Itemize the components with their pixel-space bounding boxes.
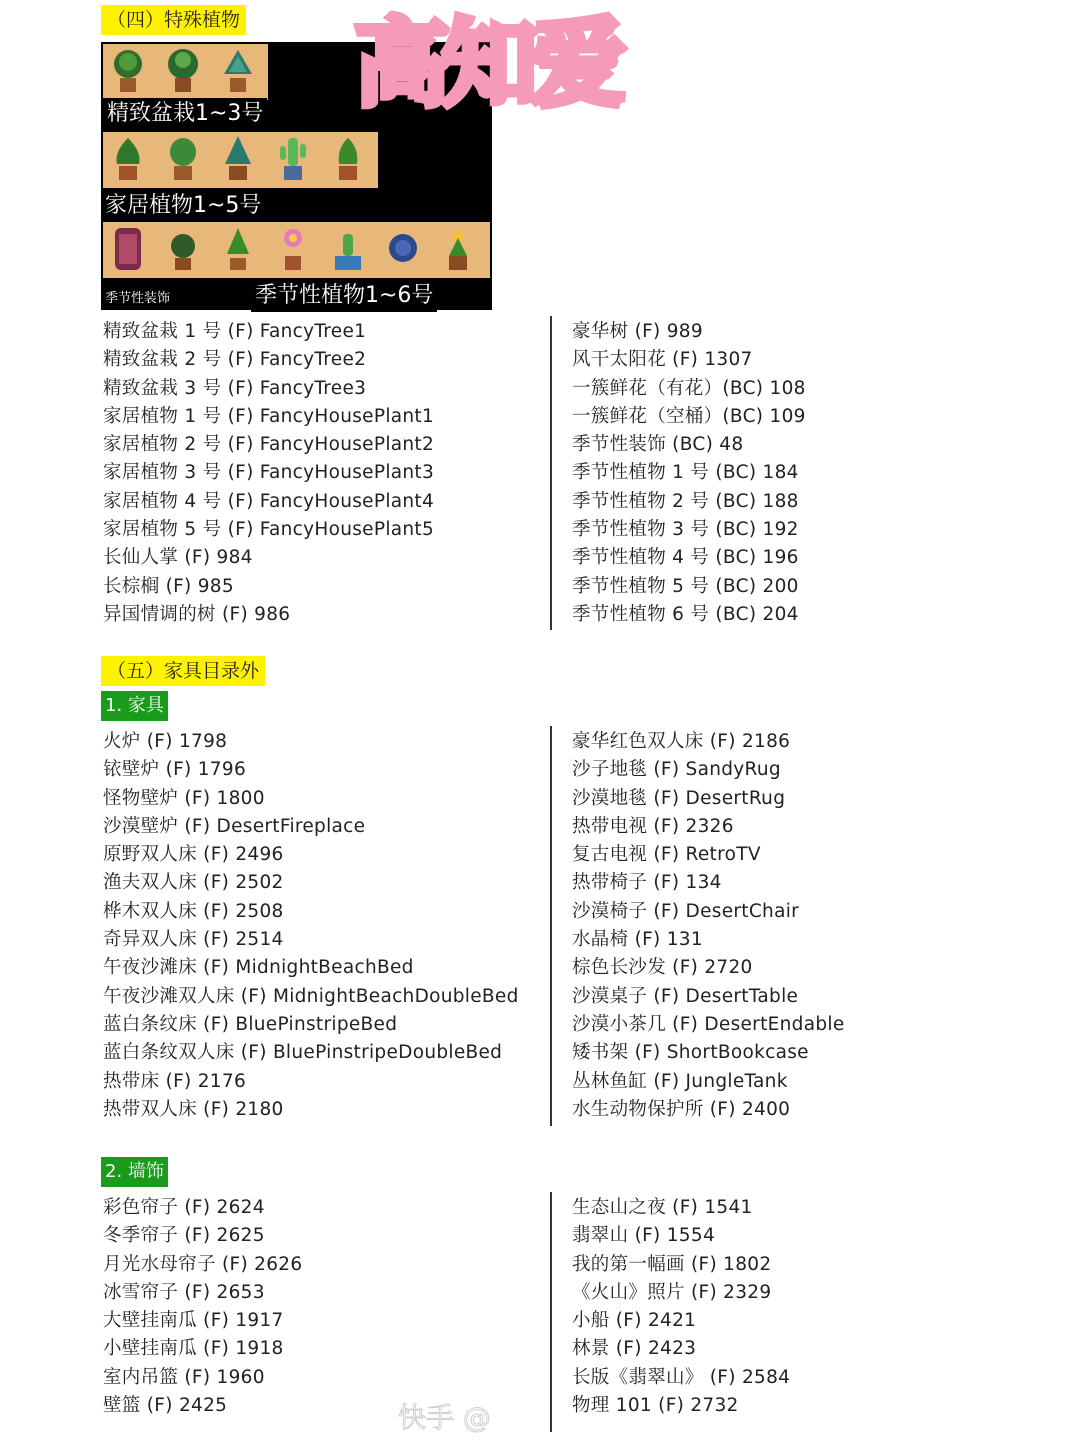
fancy-tree-1-icon — [109, 46, 147, 96]
list-item: 原野双人床 (F) 2496 — [103, 844, 284, 866]
furniture-left-list — [103, 728, 519, 1124]
list-item: 水生动物保护所 (F) 2400 — [572, 1098, 791, 1120]
list-item: 室内吊篮 (F) 1960 — [103, 1366, 265, 1388]
list-item: 季节性植物 2 号 (BC) 188 — [572, 490, 799, 512]
list-item: 热带床 (F) 2176 — [103, 1070, 247, 1092]
list-item: 火炉 (F) 1798 — [103, 731, 228, 752]
list-item: 季节性植物 4 号 (BC) 196 — [572, 547, 799, 569]
list-item: 季节性植物 3 号 (BC) 192 — [572, 519, 799, 541]
list-item: 大壁挂南瓜 (F) 1917 — [103, 1310, 284, 1332]
list-item: 家居植物 4 号 (F) FancyHousePlant4 — [103, 490, 435, 512]
seasonal-plant-1-icon — [164, 224, 202, 274]
list-item: 复古电视 (F) RetroTV — [572, 844, 761, 866]
list-item: 《火山》照片 (F) 2329 — [572, 1281, 772, 1303]
list-item: 一簇鲜花（空桶）(BC) 109 — [572, 405, 806, 427]
house-plant-2-icon — [164, 134, 202, 184]
seasonal-decor-label: 季节性装饰 — [101, 288, 174, 310]
list-item: 蓝白条纹床 (F) BluePinstripeBed — [103, 1013, 398, 1035]
watermark: 快手 @ — [398, 1401, 491, 1434]
furniture-right-list — [572, 728, 845, 1124]
list-item: 沙漠壁炉 (F) DesertFireplace — [103, 815, 366, 837]
list-item: 精致盆栽 1 号 (F) FancyTree1 — [103, 321, 367, 342]
list-item: 矮书架 (F) ShortBookcase — [572, 1042, 809, 1064]
list-item: 生态山之夜 (F) 1541 — [572, 1197, 753, 1218]
list-item: 棕色长沙发 (F) 2720 — [572, 957, 753, 979]
list-item: 长版《翡翠山》 (F) 2584 — [572, 1366, 791, 1388]
house-plant-label: 家居植物1~5号 — [101, 190, 265, 222]
list-item: 奇异双人床 (F) 2514 — [103, 929, 284, 951]
house-plant-4-icon — [274, 134, 312, 184]
list-item: 精致盆栽 3 号 (F) FancyTree3 — [103, 377, 367, 399]
list-item: 热带电视 (F) 2326 — [572, 815, 734, 837]
list-item: 冬季帘子 (F) 2625 — [103, 1225, 265, 1247]
list-item: 冰雪帘子 (F) 2653 — [103, 1281, 265, 1303]
list-item: 一簇鲜花（有花）(BC) 108 — [572, 377, 806, 399]
fancy-tree-2-icon — [164, 46, 202, 96]
house-plant-1-icon — [109, 134, 147, 184]
list-item: 水晶椅 (F) 131 — [572, 929, 703, 951]
list-item: 翡翠山 (F) 1554 — [572, 1225, 716, 1247]
section4-heading: （四）特殊植物 — [101, 5, 246, 35]
list-item: 林景 (F) 2423 — [572, 1338, 697, 1360]
subsection-furniture-heading: 1. 家具 — [101, 691, 168, 721]
list-item: 风干太阳花 (F) 1307 — [572, 349, 753, 371]
seasonal-decor-icon — [109, 224, 147, 274]
list-item: 我的第一幅画 (F) 1802 — [572, 1253, 772, 1275]
list-item: 沙子地毯 (F) SandyRug — [572, 759, 781, 781]
list-item: 热带双人床 (F) 2180 — [103, 1098, 284, 1120]
list-item: 小壁挂南瓜 (F) 1918 — [103, 1338, 284, 1360]
column-divider — [550, 316, 552, 630]
list-item: 桦木双人床 (F) 2508 — [103, 900, 284, 922]
house-plant-3-icon — [219, 134, 257, 184]
list-item: 沙漠椅子 (F) DesertChair — [572, 900, 800, 922]
list-item: 长棕榈 (F) 985 — [103, 575, 234, 597]
list-item: 季节性植物 5 号 (BC) 200 — [572, 575, 799, 597]
list-item: 季节性装饰 (BC) 48 — [572, 434, 744, 456]
fancy-tree-label: 精致盆栽1~3号 — [103, 98, 267, 130]
column-divider — [550, 726, 552, 1126]
subsection-wall-decor-heading: 2. 墙饰 — [101, 1157, 168, 1187]
seasonal-plant-5-icon — [384, 224, 422, 274]
house-plant-5-icon — [329, 134, 367, 184]
list-item: 沙漠桌子 (F) DesertTable — [572, 985, 799, 1007]
column-divider — [550, 1192, 552, 1432]
wall-decor-right-list — [572, 1194, 790, 1420]
list-item: 物理 101 (F) 2732 — [572, 1395, 739, 1417]
seasonal-plant-6-icon — [439, 224, 477, 274]
list-item: 家居植物 2 号 (F) FancyHousePlant2 — [103, 434, 435, 456]
list-item: 季节性植物 6 号 (BC) 204 — [572, 603, 799, 625]
list-item: 精致盆栽 2 号 (F) FancyTree2 — [103, 349, 367, 371]
seasonal-plant-4-icon — [329, 224, 367, 274]
section4-left-list — [103, 318, 434, 629]
section5-heading: （五）家具目录外 — [101, 656, 265, 686]
list-item: 蓝白条纹双人床 (F) BluePinstripeDoubleBed — [103, 1042, 503, 1064]
list-item: 沙漠地毯 (F) DesertRug — [572, 787, 786, 809]
list-item: 渔夫双人床 (F) 2502 — [103, 872, 284, 894]
list-item: 家居植物 3 号 (F) FancyHousePlant3 — [103, 462, 435, 484]
list-item: 豪华红色双人床 (F) 2186 — [572, 731, 791, 752]
list-item: 怪物壁炉 (F) 1800 — [103, 787, 265, 809]
section4-right-list — [572, 318, 806, 629]
list-item: 彩色帘子 (F) 2624 — [103, 1197, 265, 1218]
list-item: 豪华树 (F) 989 — [572, 321, 703, 342]
list-item: 异国情调的树 (F) 986 — [103, 603, 291, 625]
seasonal-plant-label: 季节性植物1~6号 — [251, 280, 437, 312]
list-item: 长仙人掌 (F) 984 — [103, 547, 253, 569]
list-item: 家居植物 1 号 (F) FancyHousePlant1 — [103, 405, 435, 427]
list-item: 丛林鱼缸 (F) JungleTank — [572, 1070, 788, 1092]
seasonal-plant-3-icon — [274, 224, 312, 274]
list-item: 壁篮 (F) 2425 — [103, 1395, 228, 1417]
seasonal-plant-2-icon — [219, 224, 257, 274]
list-item: 月光水母帘子 (F) 2626 — [103, 1253, 303, 1275]
list-item: 沙漠小茶几 (F) DesertEndable — [572, 1013, 845, 1035]
list-item: 午夜沙滩双人床 (F) MidnightBeachDoubleBed — [103, 985, 519, 1007]
wall-decor-left-list — [103, 1194, 302, 1420]
list-item: 热带椅子 (F) 134 — [572, 872, 722, 894]
list-item: 午夜沙滩床 (F) MidnightBeachBed — [103, 957, 414, 979]
list-item: 家居植物 5 号 (F) FancyHousePlant5 — [103, 519, 435, 541]
sticker-title: 高知爱 — [355, 10, 620, 119]
list-item: 小船 (F) 2421 — [572, 1310, 697, 1332]
fancy-tree-3-icon — [219, 46, 257, 96]
list-item: 铱壁炉 (F) 1796 — [103, 759, 247, 781]
list-item: 季节性植物 1 号 (BC) 184 — [572, 462, 799, 484]
